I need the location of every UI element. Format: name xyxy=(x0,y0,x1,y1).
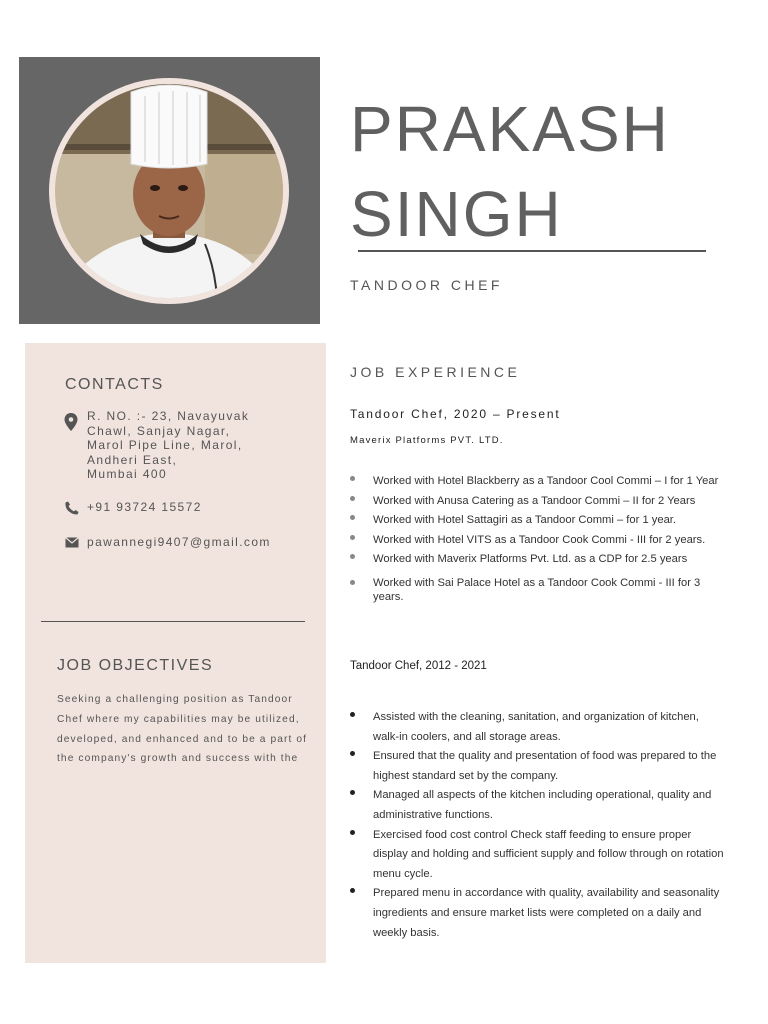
list-item xyxy=(346,786,726,825)
bullet-icon xyxy=(350,712,355,717)
objective-line: developed, and enhanced and to be a part of xyxy=(57,733,308,745)
email-icon xyxy=(65,537,79,548)
photo-frame xyxy=(49,78,289,304)
list-item xyxy=(346,708,726,747)
address-line: Chawl, Sanjay Nagar, xyxy=(87,423,231,438)
bullet-icon xyxy=(350,554,355,559)
list-item xyxy=(346,550,726,570)
bullet-icon xyxy=(350,751,355,756)
job-title-2: Tandoor Chef, 2012 - 2021 xyxy=(350,660,487,672)
name-divider xyxy=(358,250,706,252)
bullet-text: Exercised food cost control Check staff feeding to ensure proper display and holding and sufficient supply and follow through on rotation menu cycle. xyxy=(373,828,724,880)
bullet-text: Worked with Anusa Catering as a Tandoor Commi – II for 2 Years xyxy=(373,494,696,507)
bullet-icon xyxy=(350,888,355,893)
list-item xyxy=(346,884,726,943)
address-line: Mumbai 400 xyxy=(87,467,168,482)
bullet-text: Managed all aspects of the kitchen including operational, quality and administrative functions. xyxy=(373,789,712,821)
first-name: PRAKASH xyxy=(350,93,670,165)
bullet-icon xyxy=(350,790,355,795)
list-item xyxy=(346,492,726,512)
list-item xyxy=(346,747,726,786)
last-name: SINGH xyxy=(350,178,563,250)
contacts-heading: CONTACTS xyxy=(65,376,164,393)
objective-line: Chef where my capabilities may be utilized, xyxy=(57,713,300,725)
objective-line: the company's growth and success with the xyxy=(57,753,299,765)
sidebar-divider xyxy=(41,621,305,622)
list-item xyxy=(346,531,726,551)
objective-text xyxy=(57,690,313,769)
objectives-heading: JOB OBJECTIVES xyxy=(57,657,214,674)
bullet-text: Worked with Hotel VITS as a Tandoor Cook Commi - III for 2 years. xyxy=(373,533,706,546)
objective-line: Seeking a challenging position as Tandoor xyxy=(57,694,293,705)
list-item xyxy=(346,472,726,492)
bullet-icon xyxy=(350,496,355,501)
job1-bullet-list xyxy=(346,472,726,604)
phone-number[interactable]: +91 93724 15572 xyxy=(87,500,202,514)
list-item xyxy=(346,576,726,604)
job2-bullet-list xyxy=(346,708,726,943)
bullet-text: Ensured that the quality and presentation of food was prepared to the highest standard set by the company. xyxy=(373,750,717,782)
list-item xyxy=(346,511,726,531)
phone-icon xyxy=(65,501,79,515)
profile-photo xyxy=(55,84,283,298)
location-icon xyxy=(64,413,78,431)
bullet-text: Assisted with the cleaning, sanitation, and organization of kitchen, walk-in coolers, and all storage areas. xyxy=(373,711,699,743)
bullet-text: Worked with Maverix Platforms Pvt. Ltd. as a CDP for 2.5 years xyxy=(373,553,688,565)
photo-panel xyxy=(19,57,320,324)
bullet-text: Worked with Hotel Sattagiri as a Tandoor Commi – for 1 year. xyxy=(373,514,677,526)
job-role: TANDOOR CHEF xyxy=(350,277,503,293)
address-line: R. NO. :- 23, Navayuvak xyxy=(87,409,250,423)
bullet-icon xyxy=(350,580,355,585)
bullet-text: Worked with Hotel Blackberry as a Tandoor Cool Commi – I for 1 Year xyxy=(373,475,719,487)
bullet-icon xyxy=(350,476,355,481)
bullet-icon xyxy=(350,830,355,835)
experience-heading: JOB EXPERIENCE xyxy=(350,364,521,380)
bullet-text: Worked with Sai Palace Hotel as a Tandoor Cook Commi - III for 3 years. xyxy=(373,576,701,603)
address xyxy=(87,409,249,482)
bullet-icon xyxy=(350,535,355,540)
bullet-icon xyxy=(350,515,355,520)
address-line: Marol Pipe Line, Marol, xyxy=(87,438,243,453)
list-item xyxy=(346,826,726,885)
email-address[interactable]: pawannegi9407@gmail.com xyxy=(87,535,271,549)
address-line: Andheri East, xyxy=(87,452,178,467)
company-name: Maverix Platforms PVT. LTD. xyxy=(350,435,504,446)
job-title: Tandoor Chef, 2020 – Present xyxy=(350,407,561,421)
bullet-text: Prepared menu in accordance with quality, availability and seasonality ingredients and ensure market lists were completed on a daily and weekly basis. xyxy=(373,887,720,939)
